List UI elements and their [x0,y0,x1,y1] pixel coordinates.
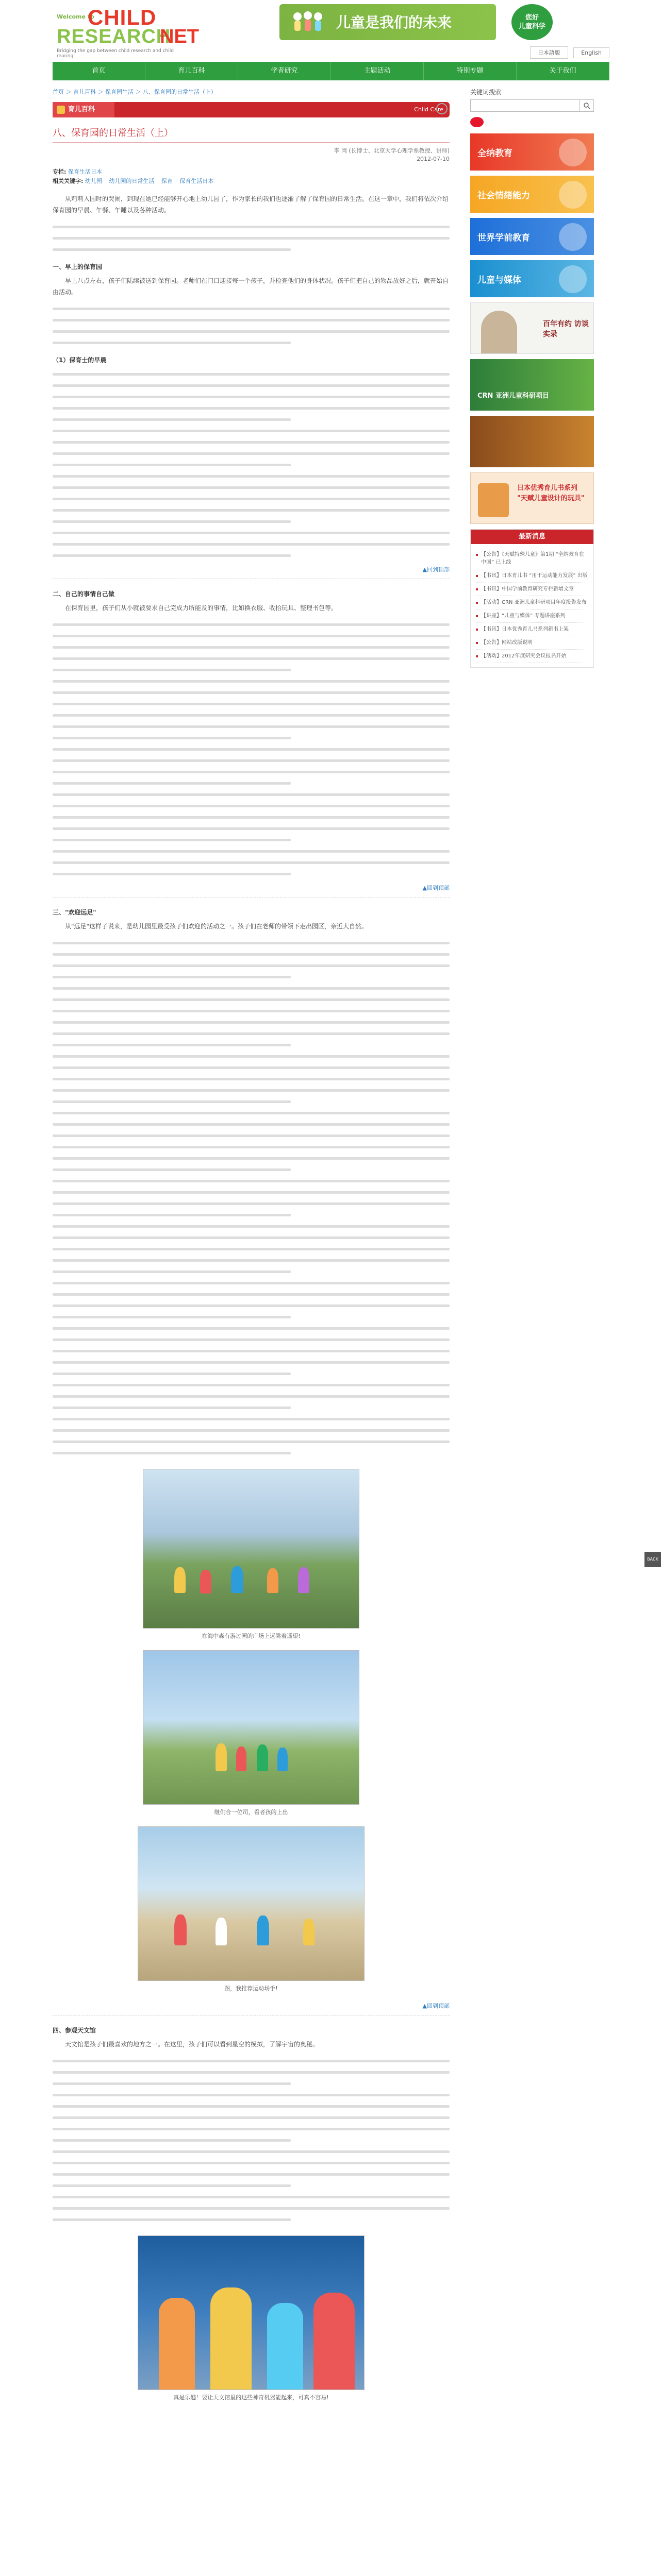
search-row [470,99,594,112]
promo-interview-label: 百年有约 访谈实录 [543,320,589,338]
article-author: 李 岡 (长博士、北京大学心理学系教授、讲师) [334,147,450,154]
tile-label: 社会情绪能力 [477,191,530,201]
header-slogan: 儿童是我们的未来 [336,14,452,31]
tile-photo-icon [559,265,587,293]
photo2-caption: 继们合一位司，看者孩的上出 [214,1809,288,1816]
weibo-icon[interactable] [470,117,484,127]
site-header [53,0,609,62]
section-en: Child Care [414,106,443,113]
tile-social-emotional[interactable] [470,176,594,213]
section1-title: 一、早上的保育园 [53,263,103,270]
promo-toys-label: 日本优秀育儿书系列 "天赋儿童设计的玩具" [517,484,585,502]
section-tab [53,102,114,117]
logo-child: CHILD [88,5,157,29]
promo-crn-label: CRN 亚洲儿童科研项目 [477,392,549,400]
main-nav [53,62,609,80]
promo-crn-asia[interactable] [470,359,594,411]
article-byline [53,147,450,163]
photo1-caption: 在海中森有游过园的广场上远眺着遥望! [202,1633,301,1639]
logo-welcome: Welcome to [57,13,94,20]
section1-subtitle: （1）保育士的早晨 [53,357,107,364]
section1-para: 早上八点左右，孩子们陆续被送到保育园。老师们在门口迎接每一个孩子，并检查他们的身体状况。孩子们把自己的物品放好之后，就开始自由活动。 [53,277,449,296]
article-date: 2012-07-10 [417,156,450,162]
section4-title: 四、参观天文馆 [53,2027,96,2034]
news-item[interactable]: 【书讯】中国学前教育研究专栏新增文章 [476,583,588,596]
back-to-top-link-2[interactable]: ▲回到顶部 [422,885,450,891]
photo-walk [143,1650,359,1805]
content-columns [53,88,609,2411]
related-label: 相关关键字: [53,178,84,184]
promo-toy-books[interactable] [470,472,594,524]
share-icon[interactable] [436,103,448,114]
news-box [470,529,594,668]
breadcrumb[interactable]: 首页 ＞ 育儿百科 ＞ 保育园生活 ＞ 八、保育园的日常生活（上） [53,89,217,95]
nav-research[interactable]: 学者研究 [238,62,331,80]
back-to-top-link[interactable]: ▲回到顶部 [422,566,450,573]
sidebar [470,88,594,2411]
promo-crn-banner[interactable] [470,416,594,467]
tile-label: 世界学前教育 [477,233,530,243]
main-column [53,88,450,2411]
lang-english-button[interactable]: English [573,47,609,58]
page [53,0,609,2411]
news-item[interactable]: 【公告】《天赋特殊儿童》第1期 “全纳教育在中国” 已上线 [476,548,588,569]
tile-world-preschool[interactable] [470,218,594,255]
search-button[interactable] [580,99,594,112]
nav-events[interactable]: 主题活动 [331,62,424,80]
search-icon [583,102,590,109]
tile-label: 儿童与媒体 [477,275,521,285]
nav-childcare[interactable]: 育儿百科 [145,62,238,80]
section2-para: 在保育园里，孩子们从小就被要求自己完成力所能及的事情，比如换衣服、收拾玩具、整理书包等。 [65,604,338,612]
logo-net: NET [160,26,199,47]
book-cover-icon [478,483,509,517]
book-icon [57,106,65,114]
back-to-top-button[interactable]: BACK TOP [644,1552,661,1567]
section3-para: 从"远足"这样子说来，是幼儿园里最受孩子们欢迎的活动之一。孩子们在老师的带领下走出园区，亲近大自然。 [65,923,368,930]
kids-illustration-icon [290,9,326,35]
news-item[interactable]: 【书讯】日本优秀育儿书系列新书上架 [476,623,588,636]
tile-inclusive-education[interactable] [470,133,594,171]
section3-title: 三、"欢迎远足" [53,909,96,916]
article-meta [53,167,450,186]
tile-children-media[interactable] [470,260,594,297]
greeting-bubble[interactable] [511,4,553,40]
bubble-line1: 您好 [525,14,539,22]
tags-label: 专栏: [53,168,67,175]
portrait-icon [481,311,517,354]
news-item[interactable]: 【活动】CRN 亚洲儿童科研项目年度报告发布 [476,596,588,609]
section2-title: 二、自己的事情自己做 [53,590,115,598]
promo-interview[interactable] [470,302,594,354]
section-label: 育儿百科 [68,106,95,113]
related-link-3[interactable]: 保育 [161,178,173,184]
nav-about[interactable]: 关于我们 [517,62,609,80]
photo3-caption: 图，我推荐运动场手! [224,1985,278,1992]
news-item[interactable]: 【讲座】“儿童与媒体” 专题讲座系列 [476,609,588,623]
search-input[interactable] [470,99,580,112]
tile-photo-icon [559,181,587,209]
news-list [471,544,593,667]
site-logo[interactable] [57,5,199,59]
search-title: 关键词搜索 [470,89,502,96]
related-link-1[interactable]: 幼儿园 [85,178,102,184]
photo-planetarium [138,2235,365,2390]
news-item[interactable]: 【活动】2012年度研究会议报名开始 [476,650,588,663]
news-item[interactable]: 【书讯】日本育儿书 “用于运动能力发展” 出版 [476,569,588,583]
related-link-4[interactable]: 保育生活日本 [179,178,214,184]
news-item[interactable]: 【公告】网站改版说明 [476,636,588,650]
logo-tagline: Bridging the gap between child research and child rearing [57,48,174,59]
back-to-top-link-3[interactable]: ▲回到顶部 [422,2003,450,2009]
bubble-line2: 儿童科学 [518,23,545,30]
section4-para: 天文馆是孩子们最喜欢的地方之一。在这里，孩子们可以看到星空的模拟，了解宇宙的奥秘。 [65,2041,319,2048]
news-title: 最新消息 [471,530,593,544]
article-intro: 从莉莉入园时的哭闹，到现在她已经能够开心地上幼儿园了，作为家长的我们也逐渐了解了保育园的日常生活。在这一章中，我们将依次介绍保育园的早晨、午餐、午睡以及各种活动。 [53,195,449,214]
tile-photo-icon [559,223,587,251]
nav-special[interactable]: 特别专题 [424,62,517,80]
section-bar [53,102,450,117]
tile-label: 全纳教育 [477,148,512,159]
article-title: 八、保育园的日常生活（上） [53,126,450,143]
logo-research: RESEARCH [57,26,171,47]
header-banner [279,4,496,40]
nav-home[interactable]: 首页 [53,62,145,80]
related-link-2[interactable]: 幼儿园的日常生活 [109,178,155,184]
photo-sports-field [138,1826,365,1981]
language-switcher [527,46,609,59]
photo4-caption: 真是乐趣！要让天文馆里的这些神奇机器能起来，可真不容易! [173,2394,329,2401]
photo-park-visit [143,1469,359,1629]
lang-japanese-button[interactable]: 日本語版 [530,46,568,59]
tile-photo-icon [559,139,587,166]
tag-link[interactable]: 保育生活日本 [68,168,102,175]
